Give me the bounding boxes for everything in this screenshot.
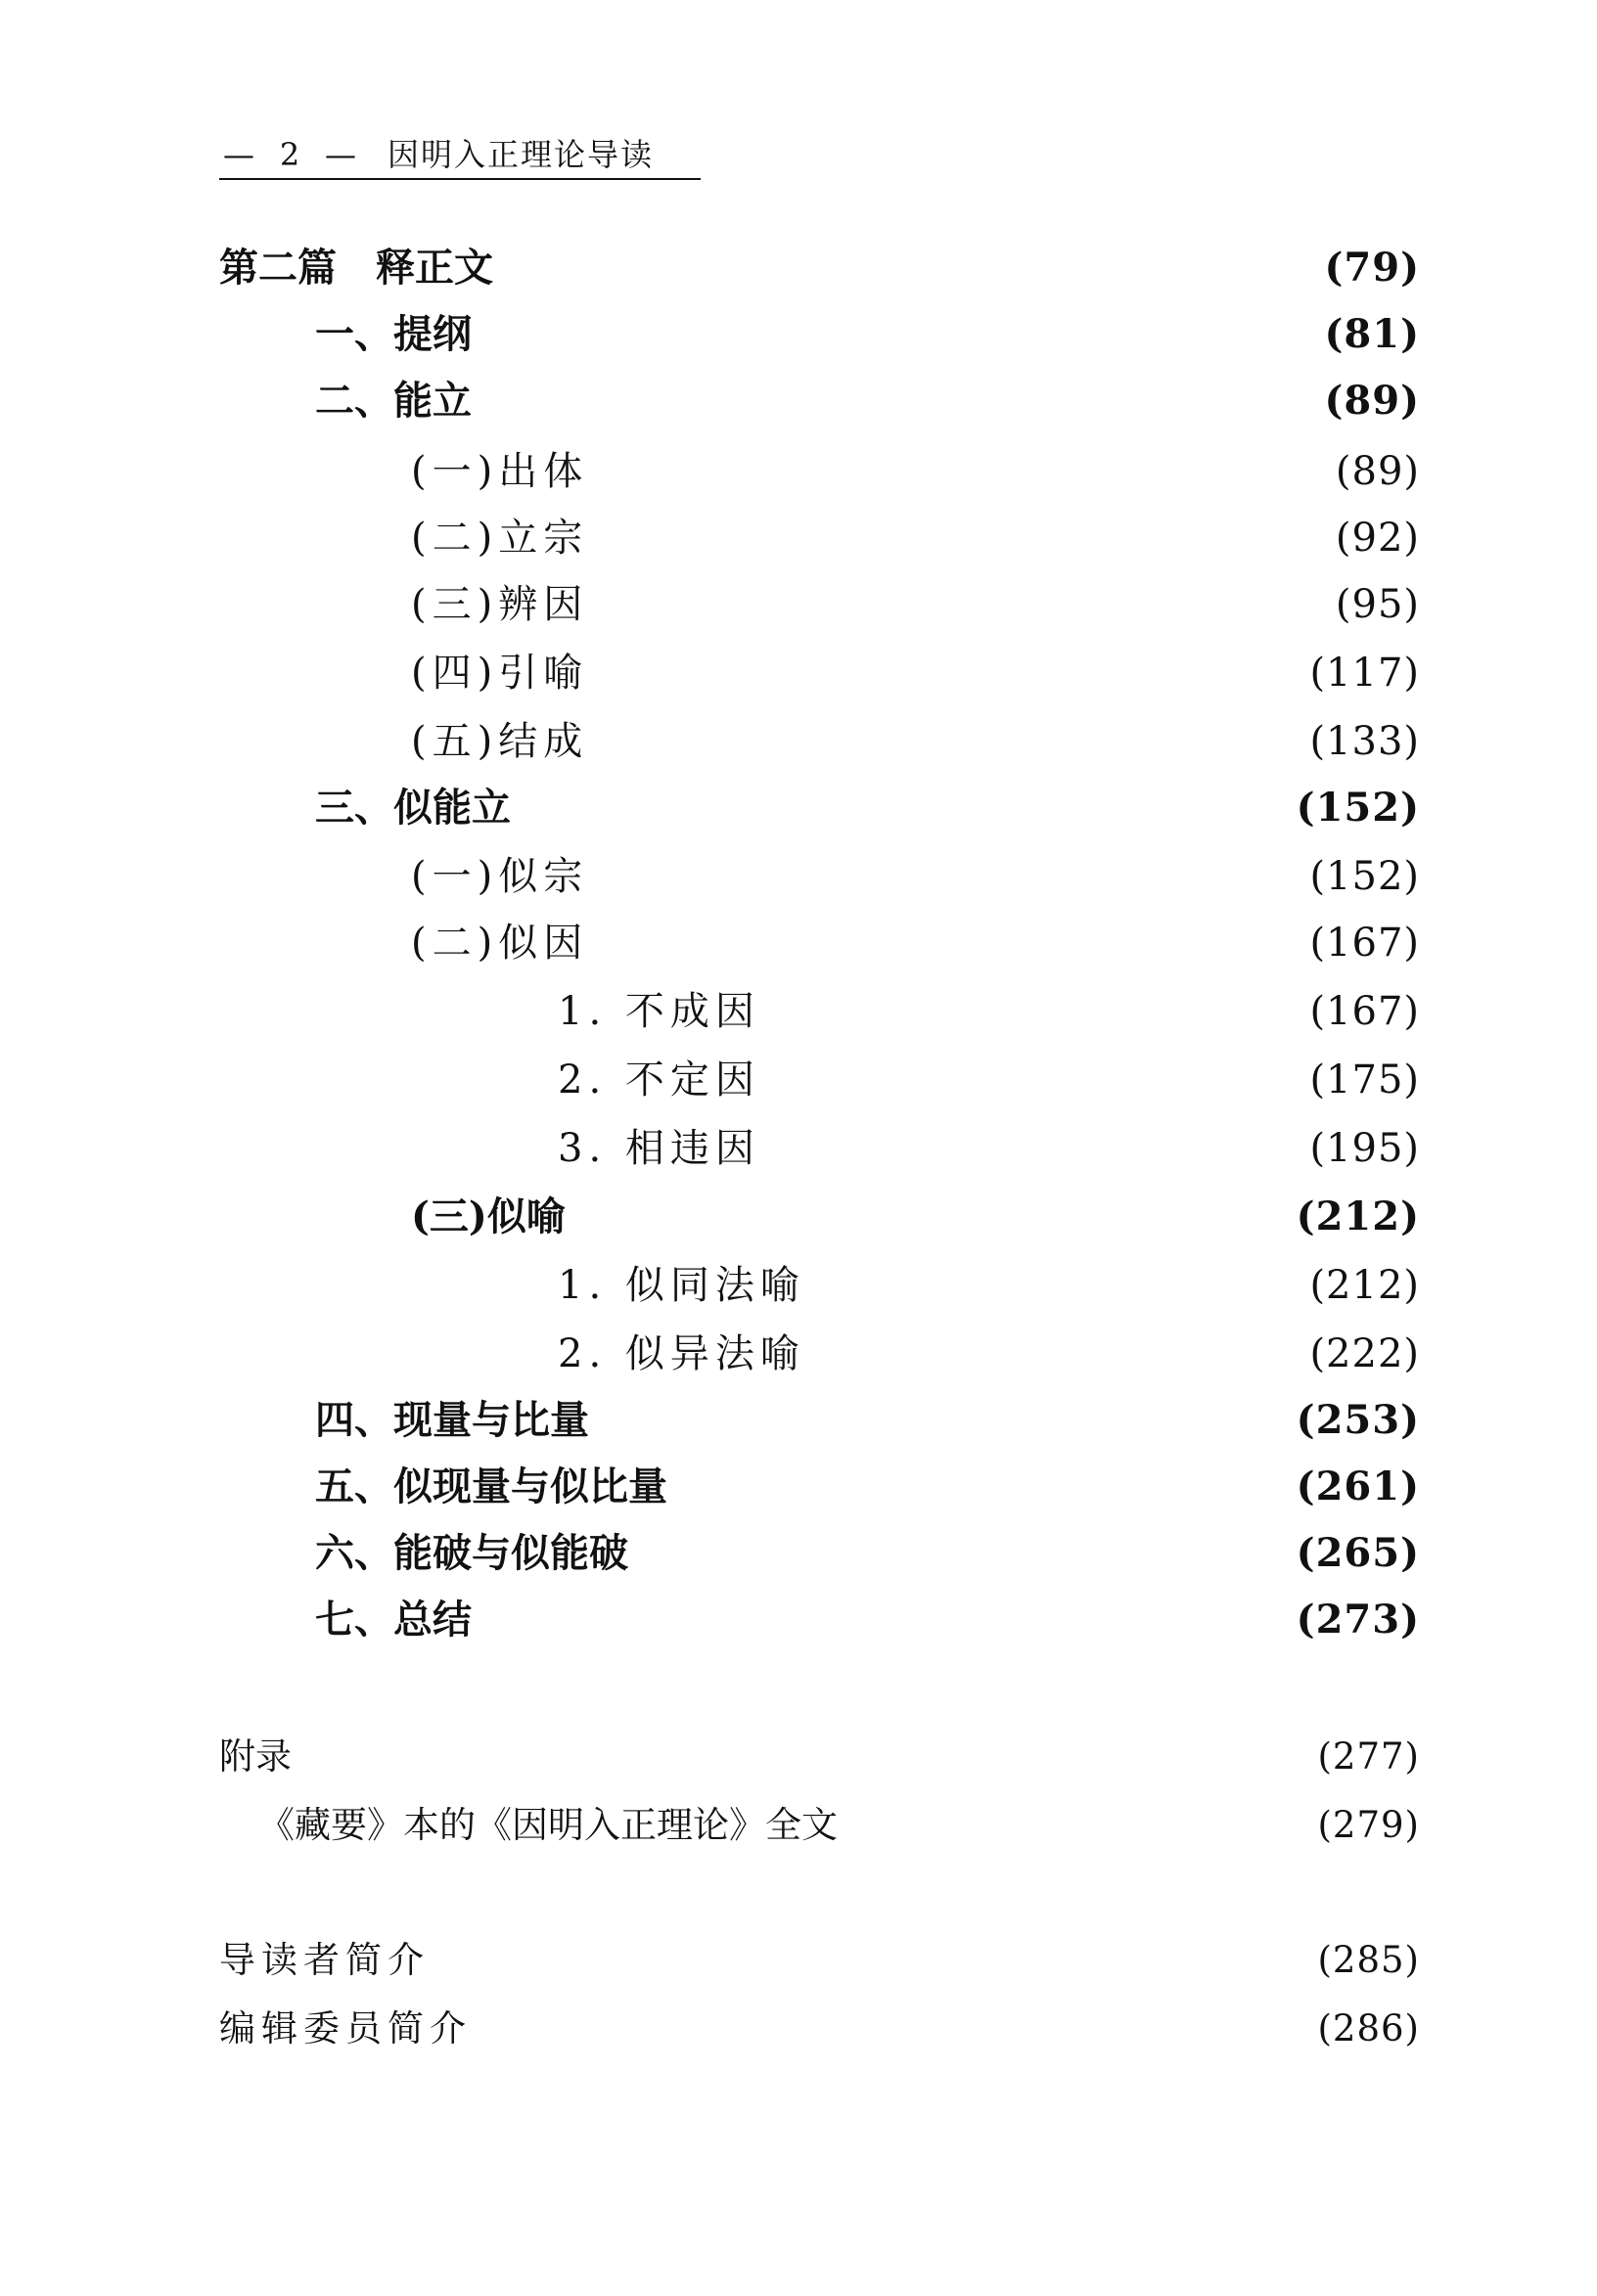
toc-entry-si-zong[interactable] — [411, 847, 1420, 906]
dot-leader — [602, 509, 1320, 567]
toc-entry-page: (92) — [1335, 516, 1420, 561]
toc-entry-bu-ding-yin[interactable] — [558, 1051, 1420, 1109]
dot-leader — [507, 239, 1308, 297]
toc-entry-label: 二、能立 — [315, 378, 472, 424]
toc-entry-page: (81) — [1324, 311, 1420, 357]
dot-leader — [681, 1458, 1281, 1516]
header-dash-right: — — [325, 136, 356, 173]
dot-leader — [602, 914, 1294, 972]
toc-entry-si-yu[interactable] — [411, 1188, 1420, 1246]
dot-leader — [602, 644, 1294, 702]
toc-entry-label: 一、提纲 — [315, 311, 472, 357]
toc-entry-jie-cheng[interactable] — [411, 712, 1420, 771]
toc-entry-page: (277) — [1317, 1735, 1420, 1778]
toc-entry-page: (279) — [1317, 1804, 1420, 1846]
toc-entry-page: (212) — [1309, 1263, 1420, 1308]
toc-entry-zong-jie[interactable] — [315, 1591, 1420, 1649]
toc-entry-appendix[interactable] — [219, 1728, 1420, 1786]
toc-entry-si-yin[interactable] — [411, 914, 1420, 972]
dot-leader — [603, 1391, 1281, 1450]
toc-entry-guide-author[interactable] — [219, 1931, 1420, 1990]
dot-leader — [305, 1728, 1302, 1786]
toc-entry-li-zong[interactable] — [411, 509, 1420, 567]
dot-leader — [602, 442, 1320, 501]
dot-leader — [774, 1119, 1295, 1178]
toc-entry-neng-li[interactable] — [315, 372, 1420, 430]
dot-leader — [774, 1051, 1295, 1109]
toc-entry-label: (五)结成 — [411, 719, 589, 764]
toc-entry-page: (89) — [1324, 378, 1420, 424]
dot-leader — [485, 305, 1308, 364]
toc-entry-label: (二)立宗 — [411, 516, 589, 561]
dot-leader — [602, 575, 1320, 634]
toc-entry-part-two[interactable] — [219, 239, 1420, 297]
dot-leader — [602, 712, 1294, 771]
dot-leader — [443, 1931, 1302, 1990]
toc-entry-xiang-wei-yin[interactable] — [558, 1119, 1420, 1178]
toc-entry-page: (285) — [1317, 1939, 1420, 1981]
toc-entry-page: (273) — [1296, 1597, 1420, 1643]
toc-entry-label: 1. 似同法喻 — [558, 1263, 805, 1308]
toc-entry-label: 《藏要》本的《因明入正理论》全文 — [258, 1804, 838, 1846]
header-dash-left: — — [223, 136, 254, 173]
toc-entry-page: (212) — [1296, 1193, 1420, 1239]
toc-entry-label: 六、能破与似能破 — [315, 1530, 628, 1576]
dot-leader — [579, 1188, 1281, 1246]
dot-leader — [525, 779, 1281, 837]
toc-entry-page: (79) — [1324, 245, 1420, 291]
toc-entry-label: (一)似宗 — [411, 854, 589, 899]
toc-entry-label: 2. 不定因 — [558, 1058, 760, 1103]
dot-leader — [774, 982, 1295, 1041]
toc-entry-label: (二)似因 — [411, 921, 589, 966]
toc-entry-label: 四、现量与比量 — [315, 1397, 589, 1443]
toc-entry-si-yi-fa-yu[interactable] — [558, 1325, 1420, 1383]
dot-leader — [602, 847, 1294, 906]
toc-entry-page: (167) — [1309, 921, 1420, 966]
toc-entry-page: (253) — [1296, 1397, 1420, 1443]
toc-entry-label: (三)辨因 — [411, 582, 589, 627]
toc-entry-label: 三、似能立 — [315, 785, 511, 831]
dot-leader — [485, 2000, 1302, 2058]
toc-entry-xian-liang-bi-liang[interactable] — [315, 1391, 1420, 1450]
dot-leader — [819, 1256, 1295, 1315]
dot-leader — [485, 1591, 1281, 1649]
toc-entry-page: (95) — [1335, 582, 1420, 627]
toc-entry-chu-ti[interactable] — [411, 442, 1420, 501]
toc-entry-label: 导读者简介 — [219, 1939, 430, 1981]
toc-entry-label: 附录 — [219, 1735, 292, 1778]
toc-entry-si-xian-liang[interactable] — [315, 1458, 1420, 1516]
toc-entry-label: 第二篇 释正文 — [219, 245, 493, 291]
toc-entry-si-tong-fa-yu[interactable] — [558, 1256, 1420, 1315]
toc-entry-yin-yu[interactable] — [411, 644, 1420, 702]
dot-leader — [485, 372, 1308, 430]
toc-entry-page: (152) — [1309, 854, 1420, 899]
header-page-number: 2 — [279, 136, 300, 173]
toc-entry-page: (133) — [1309, 719, 1420, 764]
toc-entry-page: (117) — [1309, 651, 1420, 696]
toc-entry-label: 七、总结 — [315, 1597, 472, 1643]
toc-entry-page: (286) — [1317, 2007, 1420, 2049]
toc-entry-label: 编辑委员简介 — [219, 2007, 472, 2049]
toc-entry-page: (152) — [1296, 785, 1420, 831]
toc-entry-label: 1. 不成因 — [558, 989, 760, 1034]
toc-entry-full-text[interactable] — [258, 1796, 1420, 1855]
toc-entry-label: 2. 似异法喻 — [558, 1331, 805, 1376]
dot-leader — [642, 1524, 1281, 1583]
header-book-title: 因明入正理论导读 — [388, 136, 655, 173]
toc-entry-page: (195) — [1309, 1126, 1420, 1171]
toc-entry-label: (三)似喻 — [411, 1193, 566, 1239]
toc-entry-page: (175) — [1309, 1058, 1420, 1103]
toc-entry-page: (265) — [1296, 1530, 1420, 1576]
dot-leader — [819, 1325, 1295, 1383]
toc-entry-neng-po[interactable] — [315, 1524, 1420, 1583]
toc-entry-page: (167) — [1309, 989, 1420, 1034]
toc-entry-si-neng-li[interactable] — [315, 779, 1420, 837]
toc-entry-page: (222) — [1309, 1331, 1420, 1376]
toc-entry-label: (一)出体 — [411, 449, 589, 494]
toc-entry-bian-yin[interactable] — [411, 575, 1420, 634]
toc-entry-bu-cheng-yin[interactable] — [558, 982, 1420, 1041]
toc-entry-editorial-board[interactable] — [219, 2000, 1420, 2058]
toc-entry-label: 五、似现量与似比量 — [315, 1463, 667, 1509]
toc-entry-page: (89) — [1335, 449, 1420, 494]
toc-entry-label: (四)引喻 — [411, 651, 589, 696]
dot-leader — [851, 1796, 1302, 1855]
toc-entry-label: 3. 相违因 — [558, 1126, 760, 1171]
toc-entry-page: (261) — [1296, 1463, 1420, 1509]
toc-entry-outline[interactable] — [315, 305, 1420, 364]
